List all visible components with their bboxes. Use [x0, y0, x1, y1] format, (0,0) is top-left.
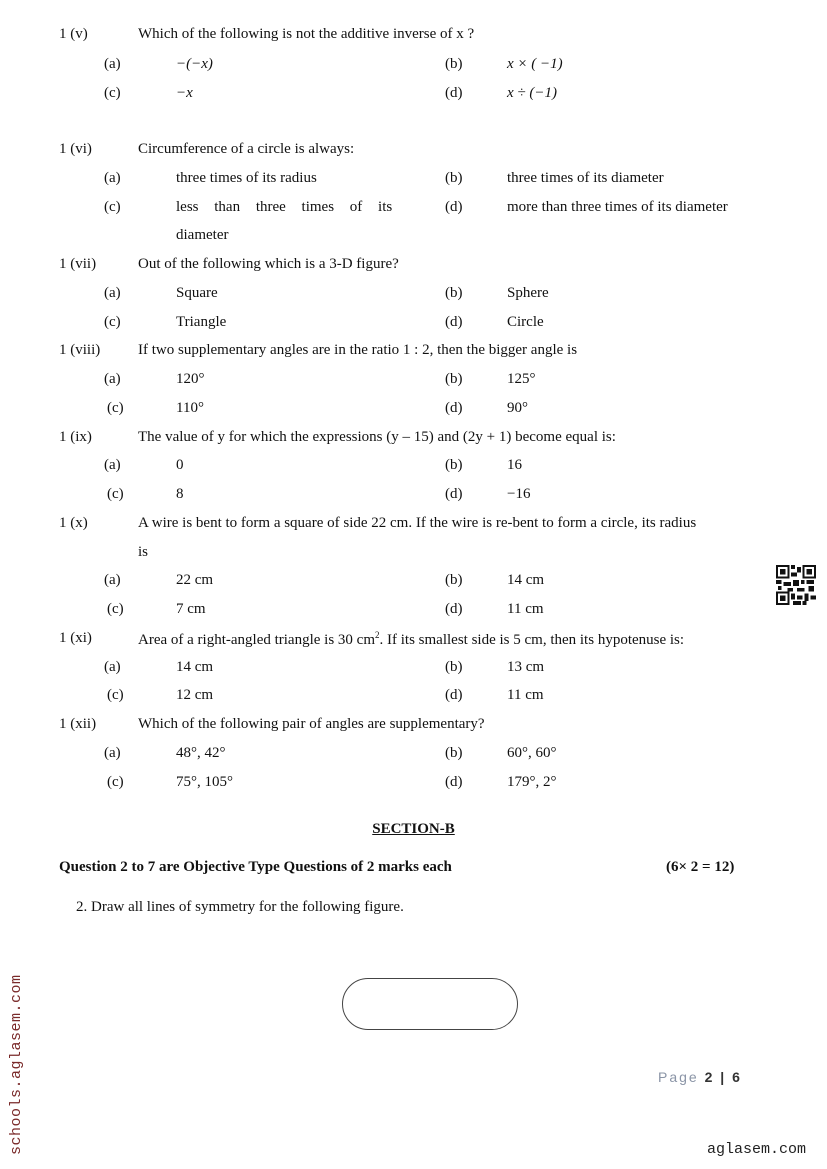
option-label: (c) [104, 199, 121, 215]
question-text: The value of y for which the expressions (y – 15) and (2y + 1) become equal is: [138, 429, 616, 445]
qr-code-icon [776, 565, 816, 605]
option-text: x ÷ (−1) [507, 85, 558, 101]
option-text: Circle [507, 314, 544, 330]
option-text: 125° [507, 371, 536, 387]
option-text: 8 [176, 486, 184, 502]
option-label: (c) [104, 314, 121, 330]
section-title: SECTION-B [372, 821, 455, 837]
watermark-vertical: schools.aglasem.com [8, 974, 25, 1155]
option-text: −x [176, 85, 193, 101]
question-text: Circumference of a circle is always: [138, 141, 355, 157]
option-text: less than three times of its [176, 199, 393, 215]
watermark-site: aglasem.com [707, 1141, 807, 1158]
option-label: (c) [104, 85, 121, 101]
option-label: (a) [104, 285, 121, 301]
option-text: 7 cm [176, 601, 206, 617]
question-number: 1 (xii) [59, 716, 97, 732]
option-label: (b) [445, 745, 463, 761]
option-text: more than three times of its diameter [507, 199, 728, 215]
question-text-part: . If its smallest side is 5 cm, then its hypotenuse is: [379, 632, 685, 648]
option-label: (d) [445, 774, 463, 790]
option-label: (b) [445, 659, 463, 675]
option-label: (a) [104, 745, 121, 761]
question-2-text: 2. Draw all lines of symmetry for the following figure. [76, 899, 404, 915]
question-text: Out of the following which is a 3-D figure? [138, 256, 399, 272]
option-text: 60°, 60° [507, 745, 557, 761]
option-label: (d) [445, 85, 463, 101]
option-text: −16 [507, 486, 531, 502]
option-label: (c) [107, 601, 124, 617]
option-label: (c) [107, 774, 124, 790]
question-number: 1 (viii) [59, 342, 101, 358]
option-text: 12 cm [176, 687, 214, 703]
question-number: 1 (vi) [59, 141, 92, 157]
option-text: 0 [176, 457, 184, 473]
option-label: (b) [445, 572, 463, 588]
option-text: three times of its diameter [507, 170, 664, 186]
option-label: (a) [104, 170, 121, 186]
option-text: 75°, 105° [176, 774, 233, 790]
option-text-continued: diameter [176, 227, 229, 243]
option-text: 120° [176, 371, 205, 387]
option-label: (d) [445, 400, 463, 416]
option-label: (a) [104, 457, 121, 473]
option-text: 179°, 2° [507, 774, 557, 790]
option-label: (a) [104, 56, 121, 72]
option-label: (d) [445, 199, 463, 215]
stadium-shape-figure [342, 978, 518, 1030]
option-text: 11 cm [507, 687, 544, 703]
option-text: 90° [507, 400, 528, 416]
question-number: 1 (vii) [59, 256, 97, 272]
question-text-continued: is [138, 544, 149, 560]
question-number: 1 (x) [59, 515, 88, 531]
question-number: 1 (xi) [59, 630, 92, 646]
option-label: (b) [445, 371, 463, 387]
option-label: (d) [445, 314, 463, 330]
superscript: 2 [375, 630, 380, 640]
option-text: 48°, 42° [176, 745, 226, 761]
option-text: Triangle [176, 314, 227, 330]
question-text: If two supplementary angles are in the ratio 1 : 2, then the bigger angle is [138, 342, 578, 358]
option-label: (b) [445, 285, 463, 301]
option-text: 13 cm [507, 659, 545, 675]
option-label: (c) [107, 486, 124, 502]
option-label: (d) [445, 687, 463, 703]
page-count: 2 | 6 [704, 1069, 742, 1085]
option-text: 14 cm [176, 659, 214, 675]
option-text: 16 [507, 457, 522, 473]
option-label: (d) [445, 601, 463, 617]
question-text-part: Area of a right-angled triangle is 30 cm [138, 632, 375, 648]
option-text: 110° [176, 400, 204, 416]
option-text: −(−x) [176, 56, 213, 72]
page-number [658, 1069, 742, 1085]
option-text: Square [176, 285, 218, 301]
question-text: Which of the following is not the additive inverse of x ? [138, 26, 475, 42]
option-text: 14 cm [507, 572, 545, 588]
option-label: (d) [445, 486, 463, 502]
option-text: 11 cm [507, 601, 544, 617]
question-text: A wire is bent to form a square of side 22 cm. If the wire is re-bent to form a circle, its radius [138, 515, 697, 531]
section-instruction: Question 2 to 7 are Objective Type Questions of 2 marks each [59, 859, 452, 875]
question-text: Which of the following pair of angles are supplementary? [138, 716, 485, 732]
question-number: 1 (v) [59, 26, 88, 42]
page-word: Page [658, 1069, 699, 1085]
option-label: (a) [104, 572, 121, 588]
option-label: (b) [445, 170, 463, 186]
option-label: (a) [104, 659, 121, 675]
option-label: (c) [107, 400, 124, 416]
option-label: (b) [445, 457, 463, 473]
option-text: x × ( −1) [507, 56, 563, 72]
option-text: three times of its radius [176, 170, 317, 186]
option-label: (b) [445, 56, 463, 72]
question-text [138, 630, 684, 649]
option-label: (c) [107, 687, 124, 703]
option-text: 22 cm [176, 572, 214, 588]
option-label: (a) [104, 371, 121, 387]
question-number: 1 (ix) [59, 429, 92, 445]
option-text: Sphere [507, 285, 549, 301]
marks-scheme: (6× 2 = 12) [666, 859, 735, 875]
